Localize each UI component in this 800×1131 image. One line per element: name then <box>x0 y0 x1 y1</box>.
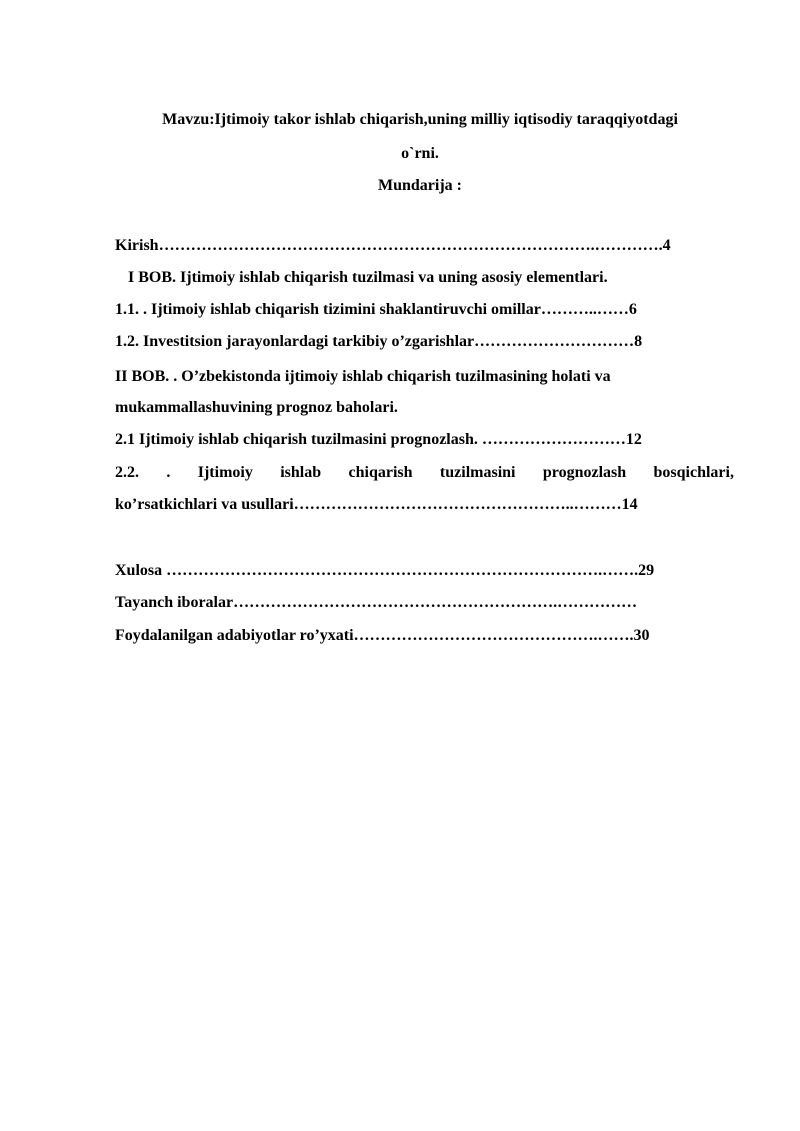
document-title-line-2: o`rni. <box>401 145 439 162</box>
toc-word: prognozlash <box>542 464 627 481</box>
contents-heading: Mundarija : <box>378 177 462 194</box>
toc-word: tuzilmasini <box>439 464 516 481</box>
toc-entry-foydalanilgan-adabiyotlar: Foydalanilgan adabiyotlar ro’yxati……………………………………….…….30 <box>115 627 650 644</box>
toc-word: Ijtimoiy <box>197 464 253 481</box>
toc-entry-2-2-line-2: ko’rsatkichlari va usullari……………………………………………..………14 <box>115 496 638 513</box>
toc-entry-1-1: 1.1. . Ijtimoiy ishlab chiqarish tizimini shaklantiruvchi omillar………..……6 <box>115 301 637 318</box>
toc-entry-kirish: Kirish……………………………………………………………………….………….4 <box>115 237 671 254</box>
toc-word: . <box>166 464 171 481</box>
toc-chapter-2-heading-line-2: mukammallashuvining prognoz baholari. <box>115 399 398 416</box>
document-title-line-1: Mavzu:Ijtimoiy takor ishlab chiqarish,uning milliy iqtisodiy taraqqiyotdagi <box>162 111 678 128</box>
toc-entry-1-2: 1.2. Investitsion jarayonlardagi tarkibiy o’zgarishlar…………………………8 <box>115 333 643 350</box>
toc-entry-tayanch-iboralar: Tayanch iboralar…………………………………………………….…………… <box>115 594 638 611</box>
toc-chapter-2-heading-line-1: II BOB. . O’zbekistonda ijtimoiy ishlab chiqarish tuzilmasining holati va <box>115 368 611 385</box>
toc-word: ishlab <box>280 464 322 481</box>
toc-entry-2-2-line-1 <box>115 463 734 483</box>
toc-word: 2.2. <box>115 464 139 481</box>
toc-word: chiqarish <box>348 464 413 481</box>
toc-chapter-1-heading: I BOB. Ijtimoiy ishlab chiqarish tuzilmasi va uning asosiy elementlari. <box>128 269 608 286</box>
toc-entry-xulosa: Xulosa ……………………………………………………………………….…….29 <box>115 562 655 579</box>
toc-word: bosqichlari, <box>653 464 734 481</box>
toc-entry-2-1: 2.1 Ijtimoiy ishlab chiqarish tuzilmasini prognozlash. ………………………12 <box>115 431 642 448</box>
